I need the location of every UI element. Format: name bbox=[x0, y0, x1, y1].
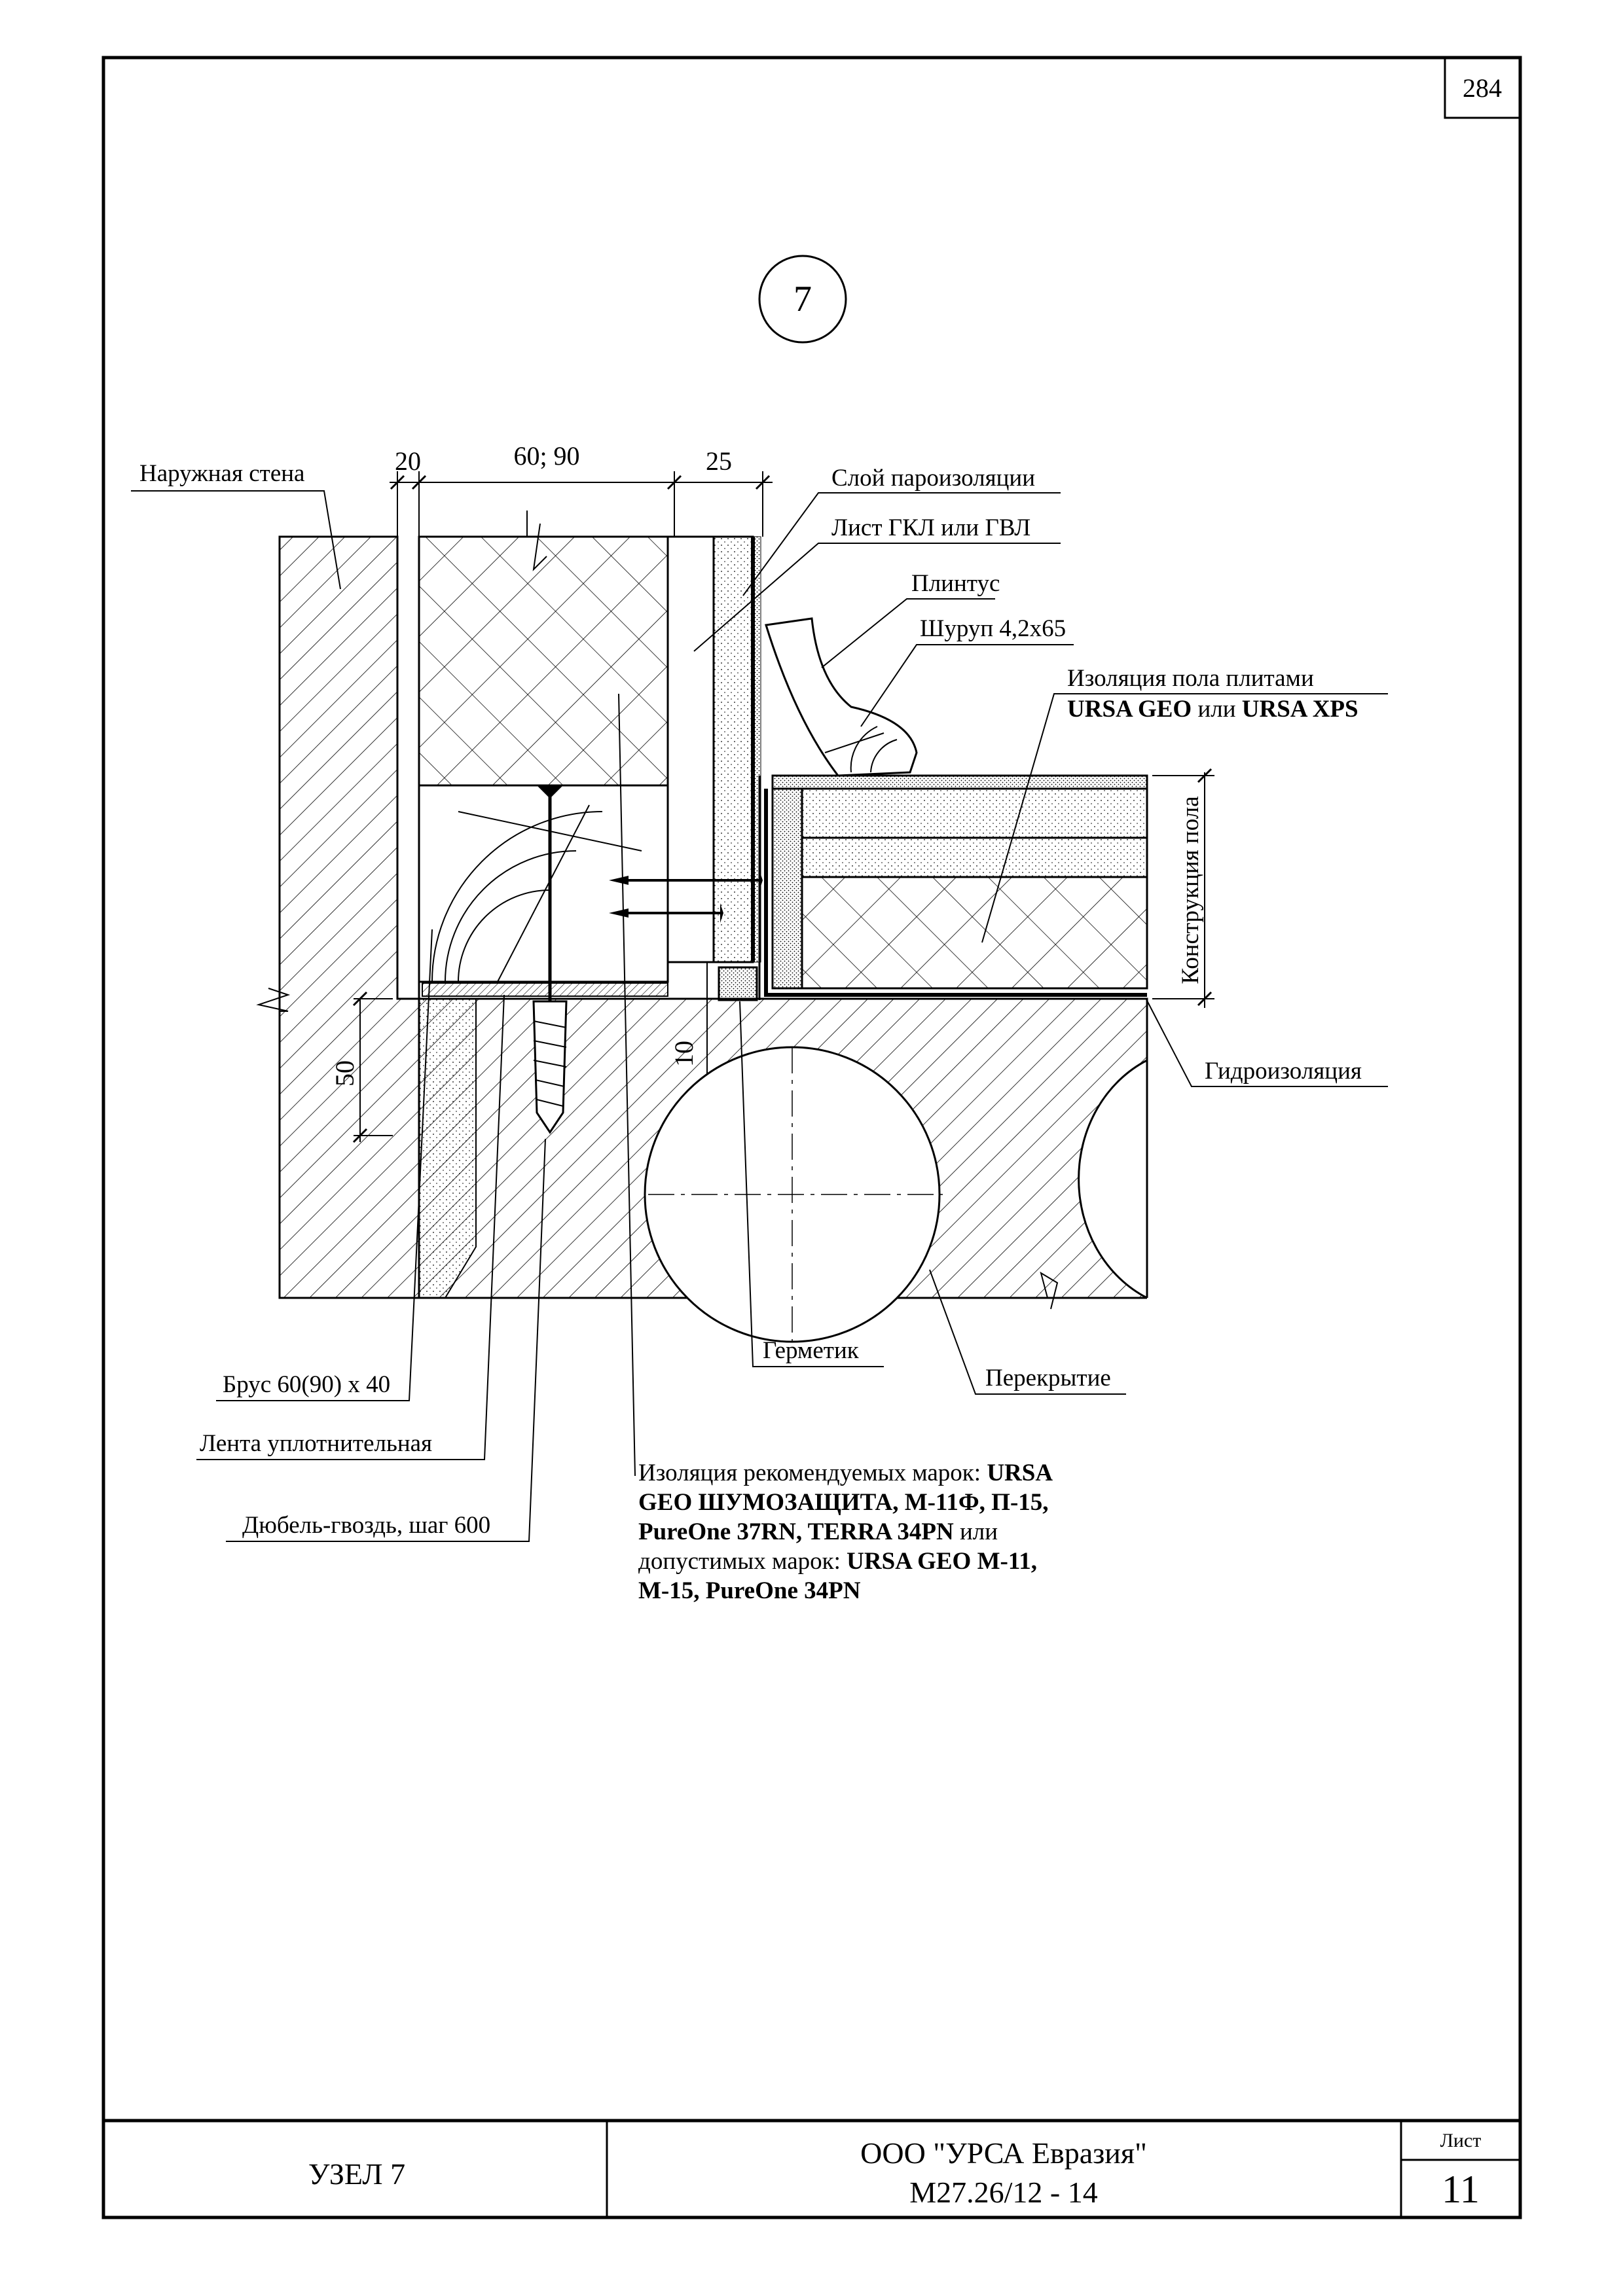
label-dowel: Дюбель-гвоздь, шаг 600 bbox=[242, 1512, 491, 1539]
floor-board-layer bbox=[802, 789, 1147, 838]
node-number: 7 bbox=[793, 279, 812, 319]
svg-text:PureOne 37RN, TERRA 34PN или bbox=[638, 1518, 998, 1545]
title-sheet-label: Лист bbox=[1440, 2130, 1482, 2151]
dim-20: 20 bbox=[395, 446, 421, 476]
page-number: 284 bbox=[1463, 73, 1502, 103]
floor-finish-layer bbox=[773, 776, 1147, 789]
title-sheet-number: 11 bbox=[1442, 2168, 1480, 2211]
dim-25: 25 bbox=[706, 446, 732, 476]
title-doc-code: М27.26/12 - 14 bbox=[909, 2176, 1098, 2209]
sealant-block bbox=[719, 967, 757, 1000]
ins-l5: М-15, PureOne 34PN bbox=[638, 1577, 861, 1604]
label-floor-insulation-a: URSA GEO bbox=[1067, 696, 1192, 723]
dim-60-90: 60; 90 bbox=[513, 441, 580, 471]
label-outer-wall: Наружная стена bbox=[139, 460, 305, 487]
label-insulation-recommended bbox=[638, 1460, 1053, 1604]
label-sealant: Герметик bbox=[763, 1337, 859, 1364]
label-screw: Шуруп 4,2х65 bbox=[920, 615, 1067, 642]
node-marker bbox=[759, 256, 846, 342]
label-beam: Брус 60(90) х 40 bbox=[223, 1371, 391, 1398]
label-floor-insulation-c: URSA XPS bbox=[1241, 696, 1359, 723]
ins-l3-a: PureOne 37RN, TERRA 34PN bbox=[638, 1518, 954, 1545]
label-plinth: Плинтус bbox=[911, 570, 1000, 597]
label-floor-construction: Конструкция пола bbox=[1177, 796, 1204, 984]
page-number-box bbox=[1445, 58, 1520, 118]
svg-text:Изоляция рекомендуемых марок: bbox=[638, 1460, 1053, 1486]
ins-l2: GEO ШУМОЗАЩИТА, М-11Ф, П-15, bbox=[638, 1489, 1049, 1516]
sealing-tape bbox=[422, 983, 668, 996]
wall-insulation bbox=[419, 537, 668, 785]
label-gkl-sheet: Лист ГКЛ или ГВЛ bbox=[831, 514, 1031, 541]
floor-edge-strip bbox=[773, 789, 802, 988]
label-slab: Перекрытие bbox=[985, 1365, 1111, 1391]
ins-l3-b: или bbox=[953, 1518, 998, 1545]
board-stud bbox=[668, 537, 714, 962]
title-company: ООО "УРСА Евразия" bbox=[860, 2136, 1147, 2170]
label-floor-insulation-b: или bbox=[1192, 696, 1242, 723]
ins-l4-a: допустимых марок: bbox=[638, 1548, 847, 1575]
gkl-board bbox=[714, 537, 753, 962]
label-vapor-barrier: Слой пароизоляции bbox=[831, 465, 1036, 492]
label-waterproofing: Гидроизоляция bbox=[1205, 1058, 1362, 1085]
svg-text:допустимых марок: URSA GEO М-1 bbox=[638, 1548, 1037, 1575]
title-block bbox=[103, 2121, 1520, 2217]
timber-beam bbox=[419, 785, 668, 982]
title-node: УЗЕЛ 7 bbox=[308, 2157, 406, 2191]
plinth bbox=[766, 619, 917, 776]
ins-l4-b: URSA GEO М-11, bbox=[847, 1548, 1038, 1575]
label-floor-insulation-line1: Изоляция пола плитами bbox=[1067, 665, 1314, 692]
ins-l1-b: URSA bbox=[987, 1460, 1053, 1486]
label-floor-insulation-line2 bbox=[1067, 696, 1359, 723]
label-sealing-tape: Лента уплотнительная bbox=[200, 1430, 433, 1457]
dim-10: 10 bbox=[669, 1041, 699, 1067]
floor-insulation-slabs bbox=[802, 877, 1147, 988]
floor-construction bbox=[759, 776, 1147, 1000]
floor-board-layer-2 bbox=[802, 838, 1147, 877]
dim-50: 50 bbox=[330, 1060, 359, 1086]
ins-l1-a: Изоляция рекомендуемых марок: bbox=[638, 1460, 987, 1486]
